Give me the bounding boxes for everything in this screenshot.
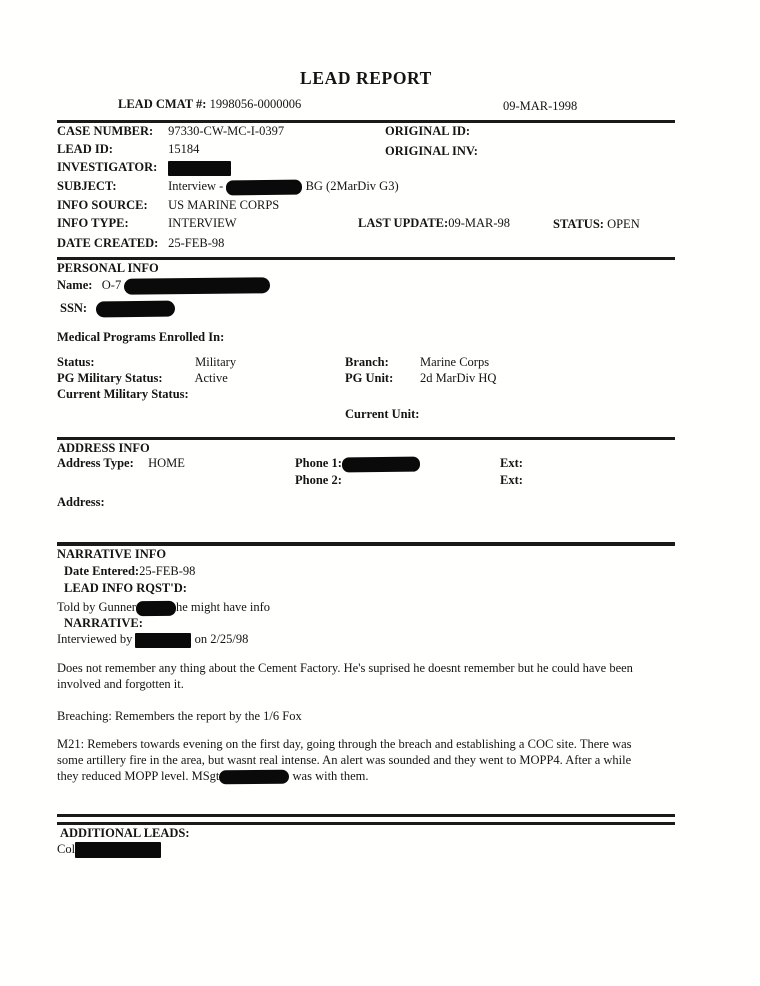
redaction-bar xyxy=(342,456,420,472)
redaction-bar xyxy=(124,277,270,295)
redaction-bar xyxy=(168,161,231,176)
subject-suffix: BG (2MarDiv G3) xyxy=(305,179,399,193)
current-unit-label: Current Unit: xyxy=(345,407,420,421)
pg-unit-label: PG Unit: xyxy=(345,371,394,385)
additional-lead-line xyxy=(57,842,161,858)
page-title: LEAD REPORT xyxy=(300,68,432,88)
section-divider xyxy=(57,542,675,546)
ext1-label: Ext: xyxy=(500,456,523,470)
info-source-value: US MARINE CORPS xyxy=(168,198,280,212)
info-type-value: INTERVIEW xyxy=(168,216,237,230)
address-type-row xyxy=(57,456,697,471)
narrative-info-title: NARRATIVE INFO xyxy=(57,547,167,561)
date-entered-value: 25-FEB-98 xyxy=(139,564,196,578)
lead-id-row xyxy=(57,142,697,157)
info-type-label: INFO TYPE: xyxy=(57,216,129,230)
ext2-label: Ext: xyxy=(500,473,523,487)
address-label: Address: xyxy=(57,495,105,509)
last-update-label: LAST UPDATE: xyxy=(358,216,449,230)
investigator-label: INVESTIGATOR: xyxy=(57,160,158,174)
redaction-bar xyxy=(135,633,191,648)
medical-programs-label: Medical Programs Enrolled In: xyxy=(57,330,225,344)
name-row xyxy=(57,278,270,294)
lead-cmat-value: 1998056-0000006 xyxy=(209,97,302,111)
lead-info-line xyxy=(57,600,270,616)
lead-id-label: LEAD ID: xyxy=(57,142,113,156)
original-id-label: ORIGINAL ID: xyxy=(385,124,471,138)
status-field-value: Military xyxy=(195,355,237,369)
date-created-row xyxy=(57,236,224,251)
redaction-bar xyxy=(75,842,161,858)
pg-unit-value: 2d MarDiv HQ xyxy=(420,371,497,385)
redaction-bar xyxy=(96,301,175,318)
current-military-status-label: Current Military Status: xyxy=(57,387,189,401)
narrative-label: NARRATIVE: xyxy=(64,616,143,630)
paragraph3-prefix: M21: Remebers towards evening on the first day, going through the breach and establishing a COC site. There was some artillery fire in the area, but wasnt real intense. An alert was sounded and they went to MOPP4. After a while they reduced MOPP level. MSgt xyxy=(57,737,632,783)
lead-info-rqstd-label: LEAD INFO RQST'D: xyxy=(64,581,187,595)
status-field-label: Status: xyxy=(57,355,95,369)
subject-prefix: Interview - xyxy=(168,179,227,193)
lead-id-value: 15184 xyxy=(168,142,200,156)
name-prefix: O-7 xyxy=(101,278,122,292)
lead-cmat-label: LEAD CMAT #: xyxy=(118,97,207,111)
info-source-label: INFO SOURCE: xyxy=(57,198,148,212)
phone2-label: Phone 2: xyxy=(295,473,342,487)
narrative-paragraph-2: Breaching: Remembers the report by the 1/6 Fox xyxy=(57,709,302,723)
address-type-value: HOME xyxy=(148,456,185,470)
section-divider xyxy=(57,437,675,440)
case-number-value: 97330-CW-MC-I-0397 xyxy=(168,124,285,138)
investigator-row xyxy=(57,160,231,176)
pg-status-row xyxy=(57,371,697,386)
report-date: 09-MAR-1998 xyxy=(503,99,578,113)
date-entered-label: Date Entered: xyxy=(64,564,140,578)
double-rule-bottom xyxy=(57,822,675,825)
section-divider xyxy=(57,257,675,260)
date-created-label: DATE CREATED: xyxy=(57,236,159,250)
ssn-row xyxy=(60,301,175,317)
last-update-value: 09-MAR-98 xyxy=(448,216,510,230)
case-number-label: CASE NUMBER: xyxy=(57,124,154,138)
paragraph3-suffix: was with them. xyxy=(289,769,369,783)
additional-lead-prefix: Col xyxy=(57,842,76,856)
info-source-row xyxy=(57,198,279,213)
name-label: Name: xyxy=(57,278,93,292)
interviewed-line xyxy=(57,632,248,648)
narrative-paragraph-1: Does not remember any thing about the Cement Factory. He's suprised he doesnt remember but he could have been involved and forgotten it. xyxy=(57,661,633,691)
date-entered-row xyxy=(64,564,195,579)
branch-label: Branch: xyxy=(345,355,389,369)
info-type-row xyxy=(57,216,697,231)
additional-leads-title: ADDITIONAL LEADS: xyxy=(60,826,190,840)
status-value: OPEN xyxy=(607,217,640,231)
military-status-row xyxy=(57,355,697,370)
original-inv-label: ORIGINAL INV: xyxy=(385,144,478,158)
double-rule-top xyxy=(57,814,675,817)
status-label: STATUS: xyxy=(553,217,604,231)
personal-info-title: PERSONAL INFO xyxy=(57,261,159,275)
pg-military-status-label: PG Military Status: xyxy=(57,371,163,385)
subject-label: SUBJECT: xyxy=(57,179,117,193)
redaction-bar xyxy=(136,600,176,615)
redaction-bar xyxy=(226,179,302,195)
pg-military-status-value: Active xyxy=(194,371,228,385)
address-type-label: Address Type: xyxy=(57,456,134,470)
redaction-bar xyxy=(219,770,289,785)
section-divider xyxy=(57,120,675,123)
branch-value: Marine Corps xyxy=(420,355,490,369)
interviewed-suffix: on 2/25/98 xyxy=(191,632,249,646)
subject-row xyxy=(57,179,399,195)
date-created-value: 25-FEB-98 xyxy=(168,236,225,250)
narrative-paragraph-3 xyxy=(57,736,655,784)
ssn-label: SSN: xyxy=(60,301,88,315)
lead-info-prefix: Told by Gunner xyxy=(57,600,136,614)
interviewed-prefix: Interviewed by xyxy=(57,632,136,646)
case-number-row xyxy=(57,124,697,139)
lead-info-suffix: he might have info xyxy=(175,600,271,614)
address-info-title: ADDRESS INFO xyxy=(57,441,150,455)
lead-cmat-row xyxy=(118,97,301,112)
phone1-label: Phone 1: xyxy=(295,456,342,470)
